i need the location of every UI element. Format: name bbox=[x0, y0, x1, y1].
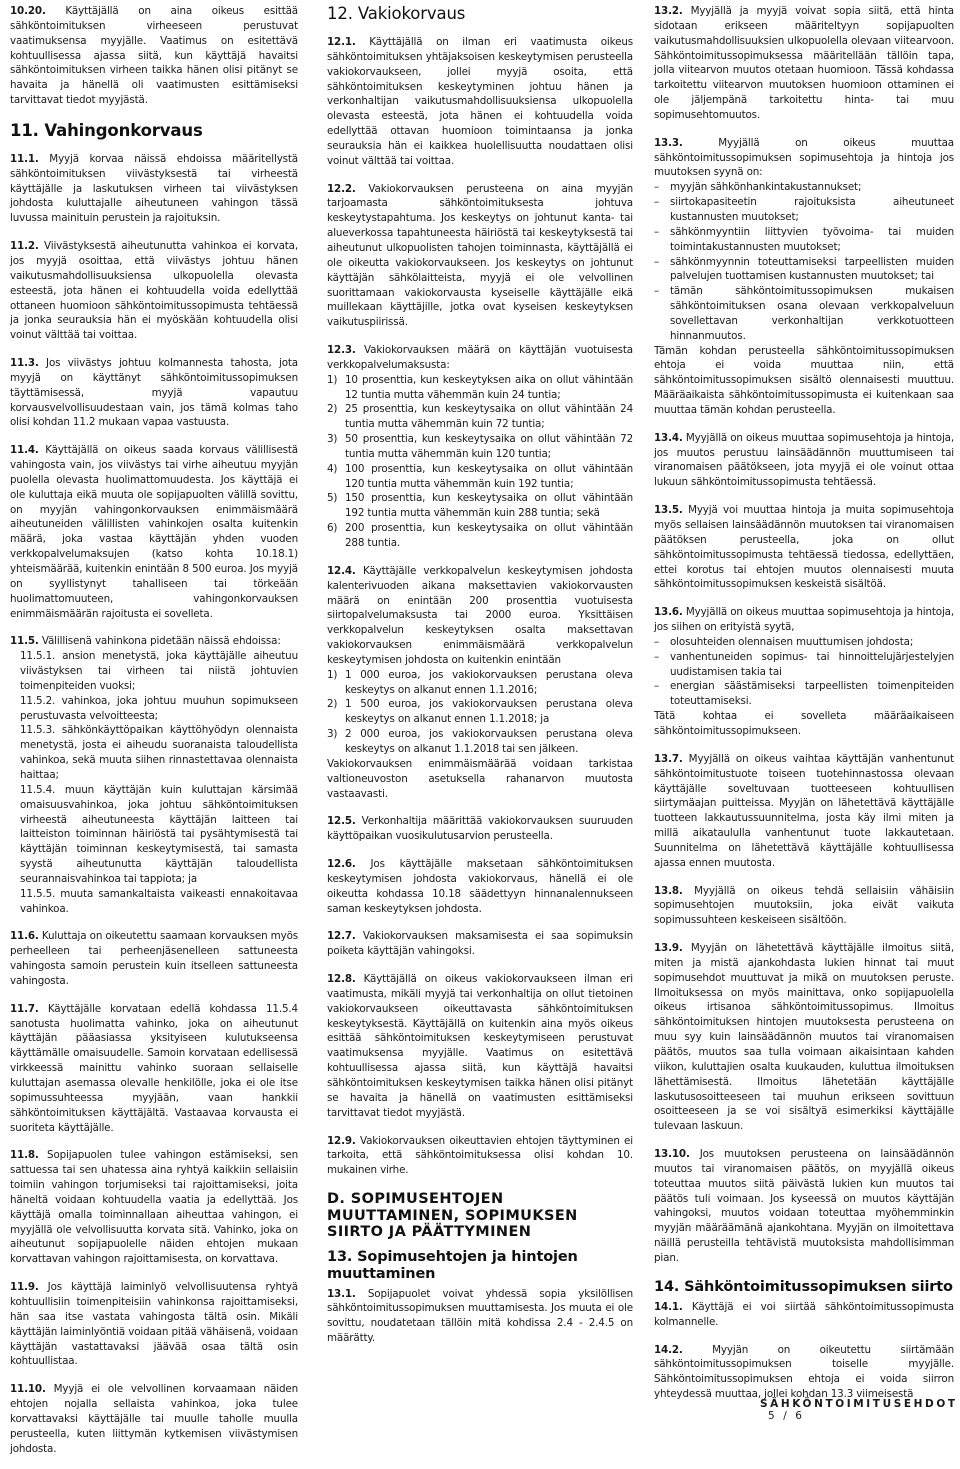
paragraph-12-7: 12.7. Vakiokorvauksen maksamisesta ei saa sopimuksin poiketa käyttäjän vahingoksi. bbox=[327, 930, 633, 958]
paragraph-12-4: 12.4. Käyttäjälle verkkopalvelun keskeytymisen johdosta kalenterivuoden aikana maksettavien vakiokorvausten määrä on enintään 200 prosenttia vuotuisesta siirtopalvelumaksusta tai 2000 euroa. Yksittäisen verkkopalvelun keskeytyksen osalta maksettavan vakiokorvauksen enimmäismäärä verkkopalvelun keskeytymisen johdosta on kuitenkin enintään bbox=[327, 564, 633, 666]
paragraph-11-2: 11.2. Viivästyksestä aiheutunutta vahinkoa ei korvata, jos myyjä osoittaa, että viivästys johtuu hänen vaikutusmahdollisuuksiensa ulkopuolella olevasta esteestä, jota hänen ei kohtuudella voida edellyttää ottaneen huomioon sähköntoimitussopimusta tehtäessä ja jonka seurauksia hän ei myöskään kohtuudella olisi voinut välttää tai voittaa. bbox=[10, 240, 298, 342]
column-right bbox=[654, 4, 954, 1415]
paragraph-13-8: 13.8. Myyjällä on oikeus tehdä sellaisiin vähäisiin sopimusehtojen muutoksiin, joka eivät vaikuta sopimussuhteen keskeiseen sisältöön. bbox=[654, 884, 954, 927]
list-12-4 bbox=[327, 668, 633, 757]
list-item: – sähkönmyynnin toteuttamiseksi tarpeellisten muiden palvelujen tuottamisen kustannusten muutokset; tai bbox=[654, 255, 954, 283]
paragraph-11-9: 11.9. Jos käyttäjä laiminlyö velvollisuutensa ryhtyä kohtuullisiin toimenpiteisiin vahinkonsa rajoittamiseksi, hän saa itse vastata vahingosta tältä osin. Mikäli käyttäjän laiminlyöntiä voidaan pitää vähäisenä, voidaan käyttäjän vastattavaksi jäävää osaa tältä osin kohtuullistaa. bbox=[10, 1281, 298, 1368]
paragraph-11-1: 11.1. Myyjä korvaa näissä ehdoissa määritellystä sähköntoimituksen viivästyksestä tai virheestä käyttäjälle ja laskutuksen virheen tai viivästyksen johdosta kuluttajalle aiheutuneen vahingon tässä luvussa mainituin perustein ja rajoituksin. bbox=[10, 152, 298, 225]
paragraph-12-5: 12.5. Verkonhaltija määrittää vakiokorvauksen suuruuden käyttöpaikan vuosikulutusarvion perusteella. bbox=[327, 815, 633, 843]
list-item: – siirtokapasiteetin rajoituksista aiheutuneet kustannusten muutokset; bbox=[654, 196, 954, 223]
column-middle bbox=[327, 4, 633, 1359]
list-item: 11.5.5. muuta samankaltaista vaikeasti ennakoitavaa vahinkoa. bbox=[20, 887, 298, 915]
list-item: 4) 100 prosenttia, kun keskeytysaika on ollut vähintään 120 tuntia mutta vähemmän kuin 192 tuntia; bbox=[327, 462, 633, 490]
paragraph-12-2: 12.2. Vakiokorvauksen perusteena on aina myyjän tarjoamasta sähköntoimituksesta johtuva keskeytystapahtuma. Jos keskeytys on johtunut kanta- tai alueverkossa tapahtuneesta häiriöstä tai keskeytyksestä tai aiheutunut ulkopuolisten tahojen toiminnasta, käyttäjällä ei ole oikeutta vakiokorvaukseen. Jos keskeytys on johtunut käyttäjän sähkölaitteista, myyjä ei ole velvollinen suorittamaan vakiokorvausta kyseiselle käyttäjälle eikä muillekaan käyttäjille, jotka ovat kyseisen keskeytyksen vaikutuspiirissä. bbox=[327, 182, 633, 329]
paragraph-13-1: 13.1. Sopijapuolet voivat yhdessä sopia yksilöllisen sähköntoimitussopimuksen muuttamisesta. Jos muuta ei ole sovittu, noudatetaan tällöin mitä kohdissa 2.4 - 2.4.5 on määrätty. bbox=[327, 1287, 633, 1345]
paragraph-14-1: 14.1. Käyttäjä ei voi siirtää sähköntoimitussopimusta kolmannelle. bbox=[654, 1300, 954, 1328]
section-heading-11: 11. Vahingonkorvaus bbox=[10, 120, 203, 140]
page-footer bbox=[760, 1398, 960, 1422]
list-item: 3) 2 000 euroa, jos vakiokorvauksen perustana oleva keskeytys on alkanut 1.1.2018 tai sen jälkeen. bbox=[327, 728, 633, 755]
paragraph-13-6: 13.6. Myyjällä on oikeus muuttaa sopimusehtoja ja hintoja, jos siihen on erityistä syytä, bbox=[654, 606, 955, 634]
paragraph-13-4: 13.4. Myyjällä on oikeus muuttaa sopimusehtoja ja hintoja, jos muutos perustuu lainsäädännön muuttumiseen tai viranomaisen päätökseen, jota myyjä ei ole voinut ottaa lukuun sähköntoimitussopimusta tehtäessä. bbox=[654, 431, 955, 489]
list-item: 6) 200 prosenttia, kun keskeytysaika on ollut vähintään 288 tuntia. bbox=[327, 522, 633, 549]
list-item: 11.5.4. muun käyttäjän kuin kuluttajan kärsimää omaisuusvahinkoa, joka johtuu sähköntoimituksen virheestä aiheutuneesta käyttäjän laitteen tai laitteiston toiminnan häiriöstä tai pysähtymisestä tai käyttäjän toiminnan keskeytymisestä, tai samasta syystä aiheutunutta käyttäjän taloudellista seurannaisvahinkoa tai tappiota; ja bbox=[20, 783, 298, 885]
list-13-3 bbox=[654, 180, 954, 343]
list-11-5 bbox=[10, 649, 298, 916]
paragraph-11-5: 11.5. Välillisenä vahinkona pidetään näissä ehdoissa: bbox=[10, 635, 281, 648]
paragraph-12-4-b: Vakiokorvauksen enimmäismäärää voidaan tarkistaa valtioneuvoston asetuksella rahanarvon muutosta vastaavasti. bbox=[327, 757, 633, 800]
paragraph-13-7: 13.7. Myyjällä on oikeus vaihtaa käyttäjän vanhentunut sähköntoimitustuote toiseen tuotehinnastossa olevaan käyttäjälle soveltuvaan tuotteeseen kohtuullisen siirtymäajan puitteissa. Myyjän on lähetettävä käyttäjälle tuotteen lakkautussuunnitelma, josta käy ilmi miten ja millä aikataululla vanhentunut tuote lakkautetaan. Suunnitelma on lähetettävä käyttäjälle kohtuullisessa ajassa ennen muutosta. bbox=[654, 752, 954, 869]
paragraph-12-3: 12.3. Vakiokorvauksen määrä on käyttäjän vuotuisesta verkkopalvelumaksusta: bbox=[327, 344, 633, 371]
list-item: 1) 10 prosenttia, kun keskeytyksen aika on ollut vähintään 12 tuntia mutta vähemmän kuin 24 tuntia; bbox=[327, 373, 633, 401]
list-12-3 bbox=[327, 373, 633, 551]
list-item: 2) 1 500 euroa, jos vakiokorvauksen perustana oleva keskeytys on alkanut ennen 1.1.2018; ja bbox=[327, 698, 633, 726]
column-left bbox=[10, 4, 298, 1469]
list-item: 11.5.1. ansion menetystä, joka käyttäjälle aiheutuu viivästyksen tai virheen tai niistä johtuvien toimenpiteiden vuoksi; bbox=[20, 650, 298, 692]
paragraph-13-6-b: Tätä kohtaa ei sovelleta määräaikaiseen sähköntoimitussopimukseen. bbox=[654, 710, 954, 737]
list-item: 1) 1 000 euroa, jos vakiokorvauksen perustana oleva keskeytys on alkanut ennen 1.1.2016; bbox=[327, 668, 633, 696]
page-number: 5 / 6 bbox=[768, 1410, 805, 1422]
list-item: 11.5.2. vahinkoa, joka johtuu muuhun sopimukseen perustuvasta velvoitteesta; bbox=[20, 694, 298, 722]
part-heading-d: D. SOPIMUSEHTOJEN MUUTTAMINEN, SOPIMUKSEN SIIRTO JA PÄÄTTYMINEN bbox=[327, 1191, 578, 1241]
paragraph-12-6: 12.6. Jos käyttäjälle maksetaan sähköntoimituksen keskeytymisen johdosta vakiokorvaus, hänellä ei ole oikeutta kohdassa 10.18 säädettyyn hinnanalennukseen saman keskeytyksen johdosta. bbox=[327, 858, 633, 915]
footer-title: SÄHKÖNTOIMITUSEHDOT bbox=[760, 1398, 958, 1410]
paragraph-10-20: 10.20. Käyttäjällä on aina oikeus esittää sähköntoimituksen virheeseen perustuvat vaatimuksensa myyjälle. Vaatimus on esitettävä kohtuullisessa ajassa siitä, kun käyttäjä havaitsi sähköntoimituksen virheen taikka hänen olisi pitänyt se havaita ja hänellä oli vaatimusten esittämiseksi tarvittavat tiedot myyjästä. bbox=[10, 5, 298, 107]
paragraph-11-4: 11.4. Käyttäjällä on oikeus saada korvaus välillisestä vahingosta vain, jos viivästys tai virhe aiheutuu myyjän puolella olevasta huolimattomuudesta. Jos käyttäjä ei ole kuluttaja eikä muuta ole sopijapuolten välillä sovittu, on myyjän vahingonkorvauksen enimmäismäärä aiheutuneiden välillisten vahinkojen osalta kuitenkin määrä, joka vastaa käyttäjän yhden vuoden verkkopalvelumaksujen (katso kohta 10.18.1) yhteismäärää, kuitenkin enintään 8 500 euroa. Jos myyjä on syyllistynyt tahalliseen tai törkeään huolimattomuuteen, vahingonkorvauksen enimmäismäärän rajoitusta ei sovelleta. bbox=[10, 444, 298, 620]
section-heading-12: 12. Vakiokorvaus bbox=[327, 4, 466, 23]
list-item: – olosuhteiden olennaisen muuttumisen johdosta; bbox=[654, 635, 914, 648]
paragraph-12-1: 12.1. Käyttäjällä on ilman eri vaatimusta oikeus sähköntoimituksen yhtäjaksoisen keskeytymisen perusteella vakiokorvaukseen, jollei myyjä osoita, että sähköntoimituksen keskeytyminen johtuu hänen ja verkonhaltijan vaikutusmahdollisuuksiensa ulkopuolella olevasta esteestä, jota hänen ei kohtuudella voida edellyttää ottavan huomioon toimintaansa ja jonka seurauksia hän ei kaikkea huolellisuutta noudattaen olisi voinut välttää tai voittaa. bbox=[327, 36, 633, 167]
paragraph-11-7: 11.7. Käyttäjälle korvataan edellä kohdassa 11.5.4 sanotusta huolimatta vahinko, joka on aiheutunut käyttäjän pääasiassa yksityiseen kulutukseensa käyttämälle omaisuudelle. Samoin korvataan edellisessä virkkeessä mainittu vahinko suoraan sellaiselle kuluttajan asemassa olevalle henkilölle, joka ei ole itse sopimussuhteessa myyjään, vaan hankkii sähköntoimituksen käyttäjältä. Vastaavaa korvausta ei suoriteta käyttäjälle. bbox=[10, 1002, 298, 1134]
list-item: – tämän sähköntoimitussopimuksen mukaisen sähköntoimituksen osana olevaan verkkopalveluun sovellettavan verkonhaltijan verkkotuotteen hinnanmuutos. bbox=[654, 285, 954, 342]
paragraph-13-3: 13.3. Myyjällä on oikeus muuttaa sähköntoimitussopimuksen sopimusehtoja ja hintoja jos muutoksen syynä on: bbox=[654, 136, 954, 179]
paragraph-11-6: 11.6. Kuluttaja on oikeutettu saamaan korvauksen myös perheelleen tai perheenjäsenelleen sattuneesta vahingosta samoin perustein kuin itselleen sattuneesta vahingosta. bbox=[10, 930, 298, 987]
paragraph-11-3: 11.3. Jos viivästys johtuu kolmannesta tahosta, jota myyjä on käyttänyt sähköntoimitussopimuksen täyttämisessä, myyjä vapautuu korvausvelvollisuudestaan vain, jos tämä kolmas taho olisi kohdan 11.2 mukaan vapaa vastuusta. bbox=[10, 357, 298, 429]
paragraph-12-8: 12.8. Käyttäjällä on oikeus vakiokorvaukseen ilman eri vaatimusta, mikäli myyjä tai verkonhaltija on ollut tietoinen vakiokorvaukseen oikeuttavasta sähköntoimituksen keskeytyksestä. Käyttäjällä on kuitenkin aina myös oikeus esittää sähköntoimituksen keskeytymiseen perustuvat vaatimuksensa myyjälle. Vaatimus on esitettävä kohtuullisessa ajassa siitä, kun käyttäjä havaitsi sähköntoimituksen keskeytymisen taikka hänen olisi pitänyt se havaita ja hänellä on vaatimusten esittämiseksi tarvittavat tiedot myyjästä. bbox=[327, 973, 633, 1119]
list-item: 3) 50 prosenttia, kun keskeytysaika on ollut vähintään 72 tuntia mutta vähemmän kuin 120 tuntia; bbox=[327, 433, 633, 460]
list-item: – sähkönmyyntiin liittyvien työvoima- tai muiden toimintakustannusten muutokset; bbox=[654, 225, 954, 253]
list-item: 11.5.3. sähkönkäyttöpaikan käyttöhyödyn olennaista menetystä, josta ei aiheudu suoranaista taloudellista vahinkoa, sekä muuta siihen rinnastettavaa olennaista haittaa; bbox=[20, 724, 298, 781]
list-item: – myyjän sähkönhankintakustannukset; bbox=[654, 181, 862, 194]
paragraph-14-2: 14.2. Myyjän on oikeutettu siirtämään sähköntoimitussopimuksen toiselle myyjälle. Sähköntoimitussopimuksen ehtoja ei voida siirron yhteydessä muuttaa, jollei kohdan 13.3 viimeisestä bbox=[654, 1343, 954, 1401]
list-item: 2) 25 prosenttia, kun keskeytysaika on ollut vähintään 24 tuntia mutta vähemmän kuin 72 tuntia; bbox=[327, 403, 633, 431]
paragraph-11-10: 11.10. Myyjä ei ole velvollinen korvaamaan näiden ehtojen nojalla sellaista vahinkoa, joka tulee korvattavaksi käyttäjälle tai muulle taholle muulla perusteella, kuten liittymän kytkemisen viivästymisen johdosta. bbox=[10, 1383, 298, 1455]
section-heading-14: 14. Sähköntoimitussopimuksen siirto bbox=[654, 1278, 953, 1295]
paragraph-11-8: 11.8. Sopijapuolen tulee vahingon estämiseksi, sen sattuessa tai sen uhatessa aina ryhtyä kaikkiin sellaisiin toimiin vahingon torjumiseksi tai rajoittamiseksi, joita häneltä voidaan kohtuudella vaatia ja edellyttää. Jos käyttäjä omalla toiminnallaan aiheuttaa vahingon, ei myyjällä ole velvollisuutta korvata sitä. Vahinko, joka on aiheutunut sopijapuolelle näiden ehtojen mukaan korvattavan vahingon rajoittamisesta, on korvattava. bbox=[10, 1149, 298, 1266]
paragraph-12-9: 12.9. Vakiokorvauksen oikeuttavien ehtojen täyttyminen ei tarkoita, että sähköntoimituksessa olisi kohdan 10. mukainen virhe. bbox=[327, 1134, 633, 1177]
paragraph-13-10: 13.10. Jos muutoksen perusteena on lainsäädännön muutos tai viranomaisen päätös, on myyjällä oikeus toteuttaa muutos siitä päivästä lukien kun muutos tai päätös tuli voimaan. Jos kyseessä on muutos käyttäjän vahingoksi, muutos voidaan toteuttaa myöhemminkin myyjän määräämänä ajankohtana. Myyjän on ilmoitettava näillä perusteilla tehtävistä muutoksista mahdollisimman pian. bbox=[654, 1148, 954, 1264]
list-item: 5) 150 prosenttia, kun keskeytysaika on ollut vähintään 192 tuntia mutta vähemmän kuin 288 tuntia; sekä bbox=[327, 492, 633, 520]
paragraph-13-5: 13.5. Myyjä voi muuttaa hintoja ja muita sopimusehtoja myös sellaisen lainsäädännön muutoksen tai viranomaisen päätöksen perusteella, joka on ollut sähköntoimitussopimusta tehtäessä tiedossa, edellyttäen, ettei korotus tai ehtojen muutos olennaisesti muuta sähköntoimitussopimuksen keskeistä sisältöä. bbox=[654, 504, 954, 591]
paragraph-13-3-b: Tämän kohdan perusteella sähköntoimitussopimuksen ehtoja ei voida muuttaa niin, että sähköntoimitussopimuksen sisältö olennaisesti muuttuu. Määräaikaista sähköntoimitussopimusta ei kuitenkaan saa muuttaa tämän kohdan perusteella. bbox=[654, 344, 954, 416]
list-item: – vanhentuneiden sopimus- tai hinnoittelujärjestelyjen uudistamisen takia tai bbox=[654, 650, 954, 678]
list-13-6 bbox=[654, 635, 954, 709]
paragraph-13-2: 13.2. Myyjällä ja myyjä voivat sopia siitä, että hinta sidotaan erikseen määriteltyyn sopijapuolten vaikutusmahdollisuuksien ulkopuolella olevaan viitearvoon. Sähköntoimitussopimuksessa määritellään tällöin tapa, jolla viitearvon muutos otetaan huomioon. Tässä kohdassa tarkoitettu viitearvon muutoksen huomioon ottaminen ei ole jäljempänä tarkoitettu hinta- tai muu sopimusehtomuutos. bbox=[654, 5, 954, 121]
section-heading-13: 13. Sopimusehtojen ja hintojen muuttaminen bbox=[327, 1248, 578, 1282]
paragraph-13-9: 13.9. Myyjän on lähetettävä käyttäjälle ilmoitus siitä, miten ja mistä ajankohdasta lukien hinnat tai muut sopimusehdot muuttuvat ja mikä on muutoksen peruste. Ilmoituksessa on myös mainittava, onko sopijapuolella oikeus irtisanoa sähköntoimitussopimus. Ilmoitus sähköntoimituksen hintojen muutoksesta perusteena on muu syy kuin lainsäädännön muutos tai viranomaisen päätös, muutos saa tulla voimaan aikaisintaan kahden viikon, kuluttajien osalta kuukauden, kuluttua ilmoituksen lähettämisestä. Ilmoitus lähetetään käyttäjälle laskutusosoitteeseen tai muuhun erikseen sovittuun osoitteeseen ja se voi sisältyä esimerkiksi käyttäjälle tulevaan laskuun. bbox=[654, 942, 954, 1133]
list-item: – energian säästämiseksi tarpeellisten toimenpiteiden toteuttamiseksi. bbox=[654, 680, 954, 708]
